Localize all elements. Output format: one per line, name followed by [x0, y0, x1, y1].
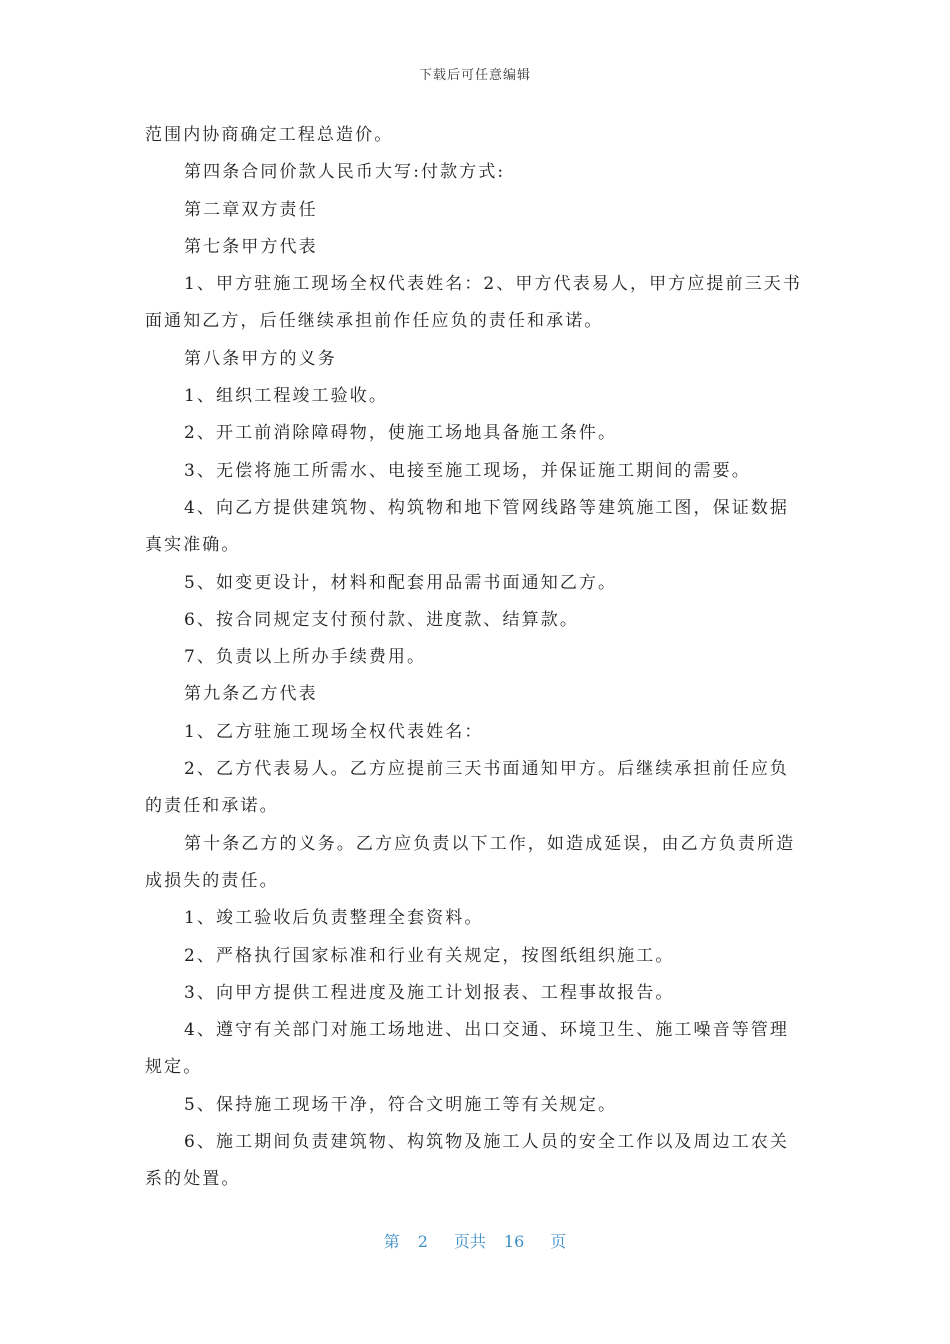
paragraph: 第四条合同价款人民币大写:付款方式: [184, 162, 506, 183]
article-heading: 第七条甲方代表 [184, 236, 318, 257]
footer-page-number: 2 [417, 1232, 428, 1251]
list-item: 1、组织工程竣工验收。 [184, 386, 388, 407]
list-item: 4、向乙方提供建筑物、构筑物和地下管网线路等建筑施工图，保证数据真实准确。 [145, 497, 790, 556]
document-body [145, 117, 807, 1199]
list-item: 6、按合同规定支付预付款、进度款、结算款。 [184, 609, 579, 630]
footer-suffix: 页 [550, 1232, 567, 1251]
paragraph: 范围内协商确定工程总造价。 [145, 125, 394, 145]
paragraph: 1、甲方驻施工现场全权代表姓名：2、甲方代表易人，甲方应提前三天书面通知乙方，后任继续承担前作任应负的责任和承诺。 [145, 274, 802, 332]
list-item: 6、施工期间负责建筑物、构筑物及施工人员的安全工作以及周边工农关系的处置。 [145, 1132, 790, 1190]
list-item: 7、负责以上所办手续费用。 [184, 647, 427, 668]
article-heading: 第八条甲方的义务 [184, 348, 337, 369]
footer-middle: 页共 [453, 1232, 486, 1251]
list-item: 3、向甲方提供工程进度及施工计划报表、工程事故报告。 [184, 982, 675, 1003]
list-item: 1、竣工验收后负责整理全套资料。 [184, 908, 484, 929]
footer-prefix: 第 [383, 1232, 400, 1251]
list-item: 3、无偿将施工所需水、电接至施工现场，并保证施工期间的需要。 [184, 460, 751, 481]
article-heading: 第十条乙方的义务。乙方应负责以下工作，如造成延误，由乙方负责所造成损失的责任。 [145, 833, 796, 891]
list-item: 4、遵守有关部门对施工场地进、出口交通、环境卫生、施工噪音等管理规定。 [145, 1020, 790, 1078]
page-footer [0, 1229, 950, 1252]
footer-total-pages: 16 [503, 1232, 525, 1251]
page-header-note: 下载后可任意编辑 [418, 68, 531, 83]
list-item: 5、保持施工现场干净，符合文明施工等有关规定。 [184, 1094, 618, 1115]
chapter-heading: 第二章双方责任 [184, 199, 318, 220]
list-item: 2、严格执行国家标准和行业有关规定，按图纸组织施工。 [184, 945, 675, 966]
article-heading: 第九条乙方代表 [184, 684, 318, 705]
list-item: 1、乙方驻施工现场全权代表姓名： [184, 721, 484, 742]
list-item: 2、开工前消除障碍物，使施工场地具备施工条件。 [184, 423, 618, 444]
list-item: 5、如变更设计，材料和配套用品需书面通知乙方。 [184, 572, 618, 593]
list-item: 2、乙方代表易人。乙方应提前三天书面通知甲方。后继续承担前任应负的责任和承诺。 [145, 759, 790, 817]
